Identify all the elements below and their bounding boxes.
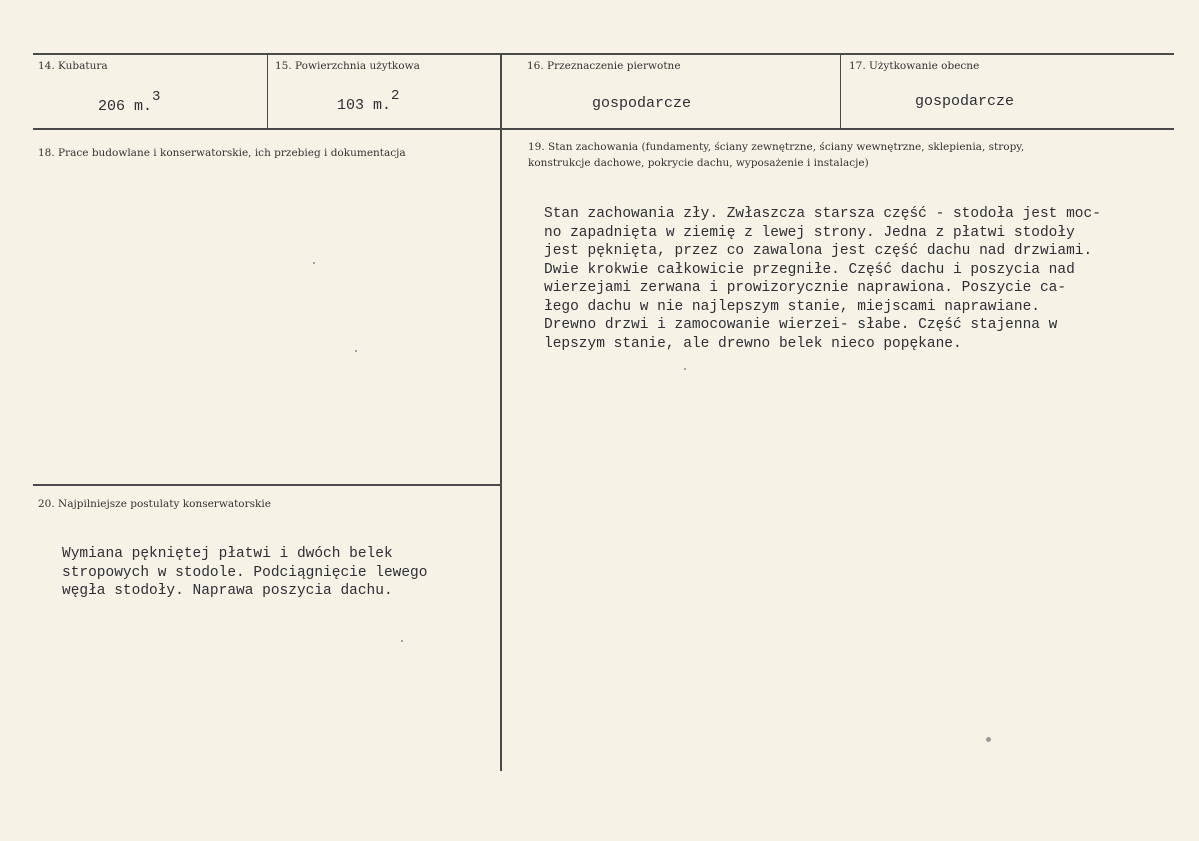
uzytkowanie-value: gospodarcze bbox=[915, 93, 1015, 110]
stan-text-line: Dwie krokwie całkowicie przegniłe. Część dachu i poszycia nad bbox=[544, 261, 1075, 278]
powierzchnia-unit-power: 2 bbox=[391, 88, 400, 104]
kubatura-label: 14. Kubatura bbox=[38, 60, 108, 72]
prace-label: 18. Prace budowlane i konserwatorskie, ich przebieg i dokumentacja bbox=[38, 147, 406, 159]
przeznaczenie-value: gospodarcze bbox=[592, 95, 692, 112]
row-divider-2 bbox=[33, 484, 501, 486]
col-divider-1 bbox=[267, 53, 268, 129]
row-divider-1 bbox=[33, 128, 1174, 130]
kubatura-number: 206 m. bbox=[98, 98, 153, 115]
stan-text-line: lepszym stanie, ale drewno belek nieco popękane. bbox=[544, 335, 962, 352]
postulaty-label: 20. Najpilniejsze postulaty konserwatorskie bbox=[38, 498, 271, 510]
kubatura-value bbox=[98, 89, 161, 115]
col-divider-2 bbox=[500, 53, 502, 771]
paper-speck bbox=[986, 737, 991, 742]
col-divider-3 bbox=[840, 53, 841, 129]
stan-text-line: wierzejami zerwana i prowizorycznie naprawiona. Poszycie ca- bbox=[544, 280, 1067, 296]
paper-speck bbox=[313, 262, 315, 264]
stan-text-line: jest pęknięta, przez co zawalona jest część dachu nad drzwiami. bbox=[544, 243, 1093, 259]
postulaty-text-line: węgła stodoły. Naprawa poszycia dachu. bbox=[62, 583, 393, 599]
stan-text-line: Stan zachowania zły. Zwłaszcza starsza część - stodoła jest moc- bbox=[544, 206, 1101, 222]
paper-speck bbox=[401, 640, 403, 642]
postulaty-text-line: stropowych w stodole. Podciągnięcie lewego bbox=[62, 564, 428, 581]
stan-text-line: łego dachu w nie najlepszym stanie, miejscami naprawiane. bbox=[544, 298, 1040, 315]
postulaty-text-line: Wymiana pękniętej płatwi i dwóch belek bbox=[62, 546, 393, 562]
stan-text bbox=[544, 205, 1101, 353]
powierzchnia-value bbox=[337, 88, 400, 114]
przeznaczenie-label: 16. Przeznaczenie pierwotne bbox=[527, 60, 681, 72]
paper-speck bbox=[355, 350, 357, 352]
kubatura-unit-power: 3 bbox=[152, 89, 161, 105]
postulaty-text bbox=[62, 545, 427, 601]
powierzchnia-number: 103 m. bbox=[337, 97, 392, 114]
paper-speck bbox=[684, 368, 686, 370]
stan-text-line: Drewno drzwi i zamocowanie wierzei- słabe. Część stajenna w bbox=[544, 317, 1058, 333]
uzytkowanie-label: 17. Użytkowanie obecne bbox=[849, 60, 980, 72]
powierzchnia-label: 15. Powierzchnia użytkowa bbox=[275, 60, 420, 72]
top-border bbox=[33, 53, 1174, 55]
stan-text-line: no zapadnięta w ziemię z lewej strony. Jedna z płatwi stodoły bbox=[544, 224, 1075, 241]
stan-label-line-2: konstrukcje dachowe, pokrycie dachu, wyposażenie i instalacje) bbox=[528, 157, 869, 169]
stan-label-line-1: 19. Stan zachowania (fundamenty, ściany zewnętrzne, ściany wewnętrzne, sklepienia, stropy, bbox=[528, 141, 1025, 153]
